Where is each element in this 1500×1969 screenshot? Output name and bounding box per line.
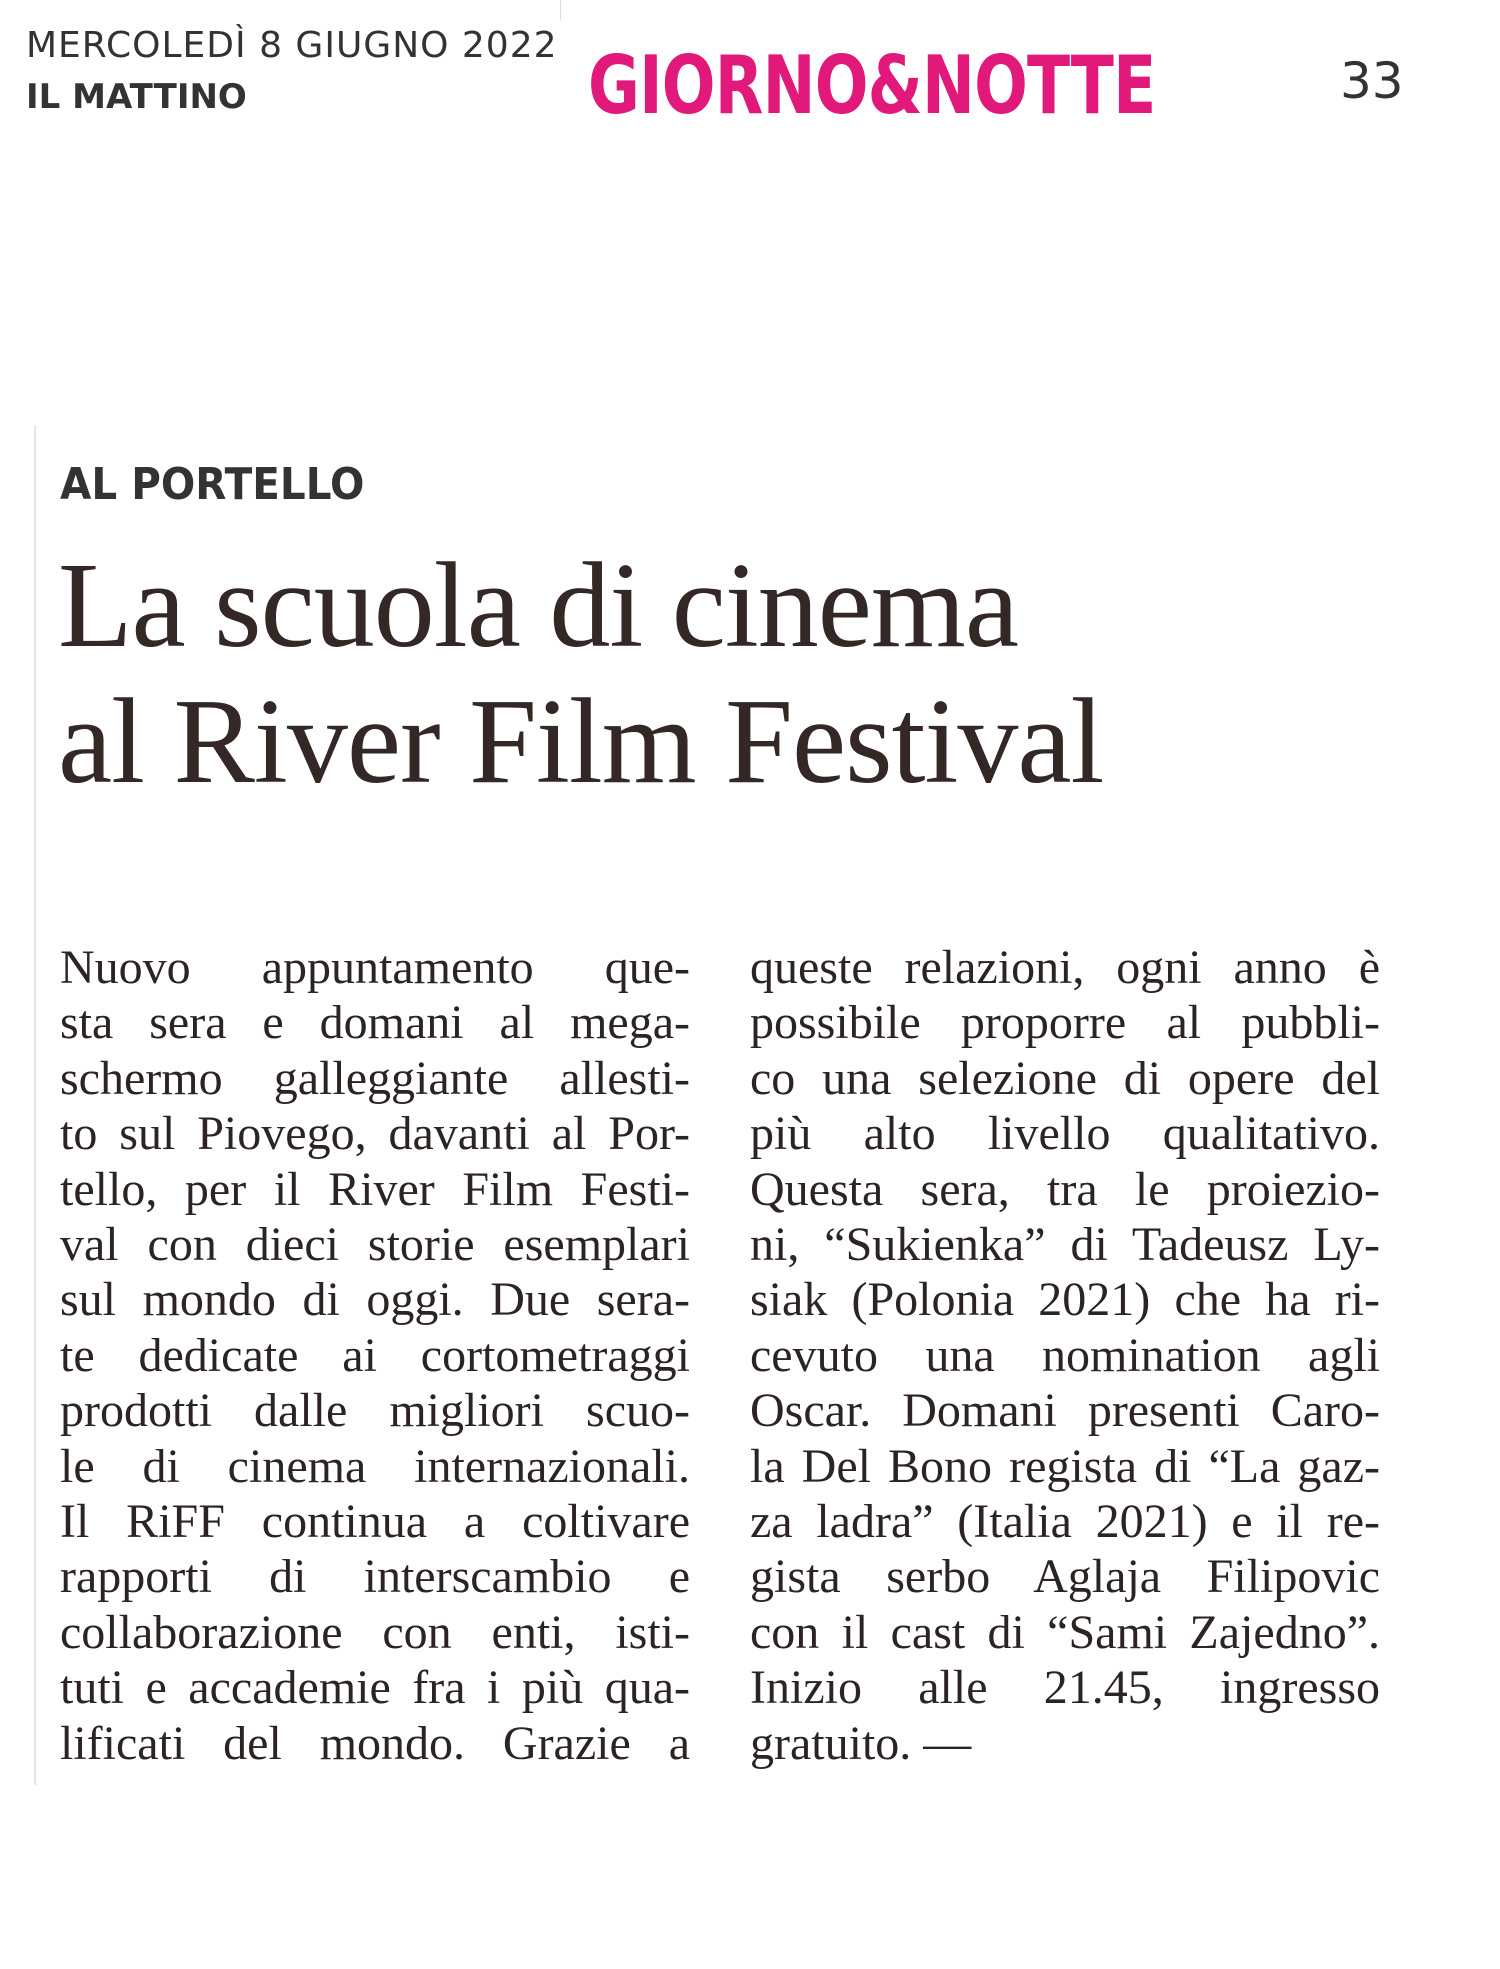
body-line: con il cast di “Sami Zajedno”. <box>750 1605 1380 1659</box>
body-line: Nuovo appuntamento que- <box>60 941 690 994</box>
body-line: tuti e accademie fra i più qua- <box>60 1661 690 1715</box>
body-line: sul mondo di oggi. Due sera- <box>60 1273 690 1327</box>
body-line: possibile proporre al pubbli- <box>750 996 1380 1050</box>
article-body-column-right <box>750 940 1380 1771</box>
body-line: più alto livello qualitativo. <box>750 1107 1380 1161</box>
article-kicker: AL PORTELLO <box>60 459 365 510</box>
body-line: za ladra” (Italia 2021) e il re- <box>750 1495 1380 1549</box>
issue-date: MERCOLEDÌ 8 GIUGNO 2022 <box>26 25 558 66</box>
header-divider <box>560 0 561 20</box>
body-line: Inizio alle 21.45, ingresso <box>750 1661 1380 1715</box>
body-line: prodotti dalle migliori scuo- <box>60 1384 690 1438</box>
body-line: gista serbo Aglaja Filipovic <box>750 1550 1380 1604</box>
body-line: to sul Piovego, davanti al Por- <box>60 1107 690 1161</box>
body-line: ni, “Sukienka” di Tadeusz Ly- <box>750 1218 1380 1272</box>
body-line: le di cinema internazionali. <box>60 1439 690 1493</box>
body-line: lificati del mondo. Grazie a <box>60 1716 690 1770</box>
body-line: gratuito. — <box>750 1716 972 1770</box>
body-line: cevuto una nomination agli <box>750 1328 1380 1382</box>
body-line: collaborazione con enti, isti- <box>60 1605 690 1659</box>
body-line: tello, per il River Film Festi- <box>60 1162 690 1216</box>
body-line: co una selezione di opere del <box>750 1051 1380 1105</box>
section-title: GIORNO&NOTTE <box>588 39 1156 132</box>
body-line: te dedicate ai cortometraggi <box>60 1328 690 1382</box>
page-number: 33 <box>1340 52 1404 110</box>
body-line: Oscar. Domani presenti Caro- <box>750 1384 1380 1438</box>
article-body-column-left <box>60 940 690 1771</box>
body-line: Il RiFF continua a coltivare <box>60 1495 690 1549</box>
body-line: sta sera e domani al mega- <box>60 996 690 1050</box>
body-line: siak (Polonia 2021) che ha ri- <box>750 1273 1380 1327</box>
body-line: schermo galleggiante allesti- <box>60 1051 690 1105</box>
body-line: la Del Bono regista di “La gaz- <box>750 1439 1380 1493</box>
body-line: queste relazioni, ogni anno è <box>750 941 1380 994</box>
newspaper-name: IL MATTINO <box>26 77 247 117</box>
article-side-rule <box>34 425 36 1785</box>
headline-line: al River Film Festival <box>58 674 1104 809</box>
body-line: rapporti di interscambio e <box>60 1550 690 1604</box>
body-line: Questa sera, tra le proiezio- <box>750 1162 1380 1216</box>
body-line: val con dieci storie esemplari <box>60 1218 690 1272</box>
headline-line: La scuola di cinema <box>58 538 1018 673</box>
article-headline <box>58 538 1238 810</box>
